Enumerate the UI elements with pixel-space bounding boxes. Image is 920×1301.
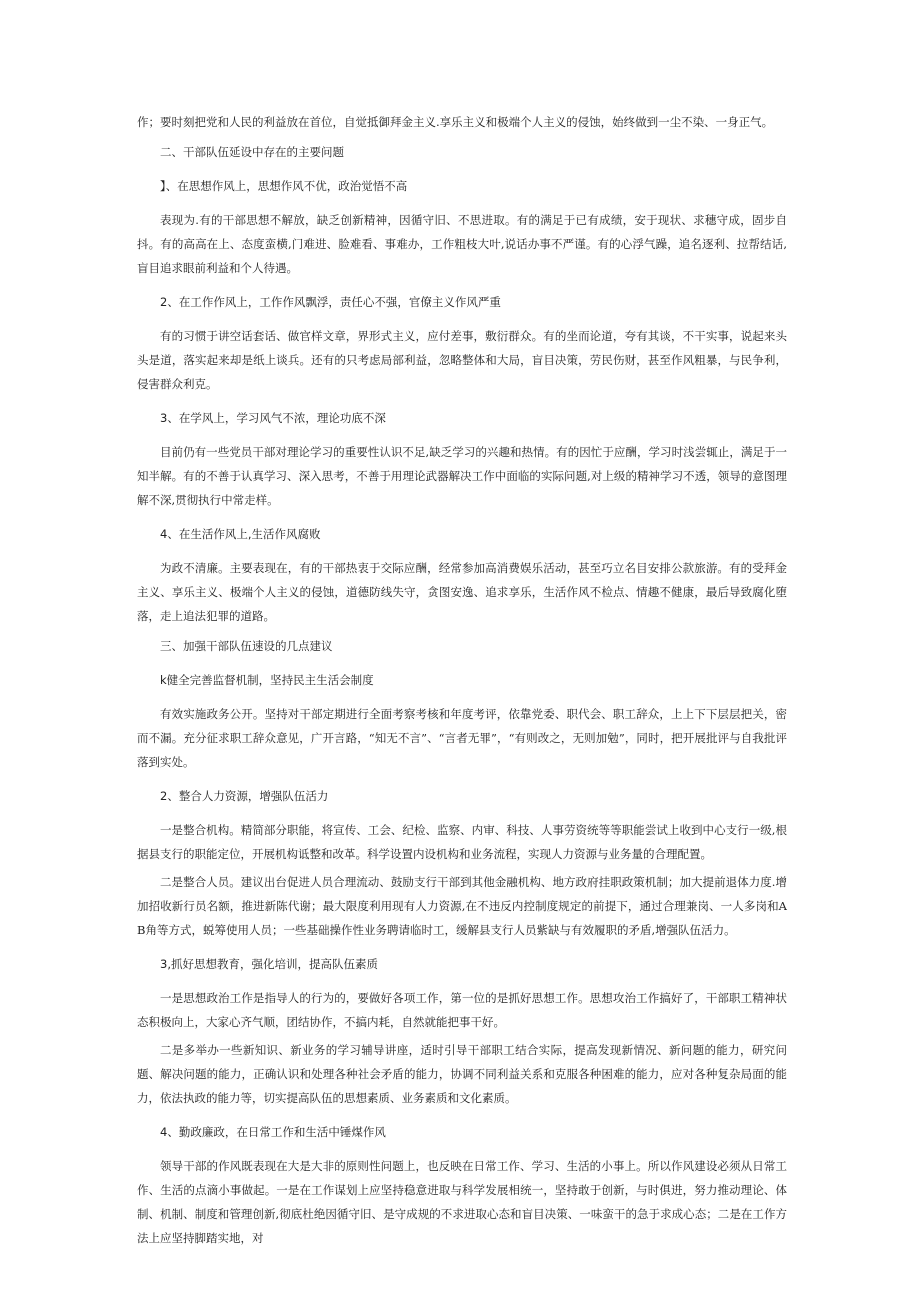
paragraph-training: 二是多举办一些新知识、新业务的学习辅导讲座，适时引导干部职工结合实际，提高发现新情况、新问题的能力，研究问题、解决问题的能力，正确认识和处理各种社会矛盾的能力，协调不同利益关系和克服各种困难的能力，应对各种复杂局面的能力，依法执政的能力等，切实提高队伍的思想素质、业务素质和文化素质。: [137, 1043, 787, 1105]
subheading-thought-style: 】、在思想作风上，思想作风不优，政治觉悟不高: [160, 179, 408, 193]
paragraph-thought-style: 表现为.有的干部思想不解放，缺乏创新精神，因循守旧、不思进取。有的满足于已有成绩，安于现状、求穗守成，固步自抖。有的高高在上、态度蛮横,门难进、脸难看、事难办，工作粗枝大叶,说话办事不严谨。有的心浮气躁，追名逐利、拉帮结话,盲目追求眼前利益和个人待遇。: [137, 213, 787, 275]
subheading-life-style: 4、在生活作风上,生活作风腐败: [160, 527, 321, 541]
subheading-study-style: 3、在学风上，学习风气不浓，理论功底不深: [160, 411, 386, 425]
document-body: [137, 110, 787, 1254]
subheading-human-resources: 2、整合人力资源，增强队伍活力: [160, 789, 329, 803]
paragraph-work-style: 有的习惯于讲空话套话、做官样文章，界形式主义，应付差事，敷衍群众。有的坐而论道，夸有其谈，不干实事，说起来头头是道，落实起来却是纸上谈兵。还有的只考虑局部利益，忽略整体和大局，盲目决策，劳民伤财，甚至作风粗暴，与民争利，侵害群众利克。: [137, 329, 787, 391]
paragraph-integrate-personnel: 二是整合人员。建议出台促进人员合理流动、鼓励支行干部到其他金融机构、地方政府挂职政策机制；加大提前退体力度.增加招收新行员名额，推进新陈代谢；最大限度利用现有人力资源,在不违反内控制度规定的前提下，通过合理兼岗、一人多岗和AB角等方式，蜕筹使用人员；一些基础操作性业务聘请临时工，缓解县支行人员紫缺与有效履职的矛盾,增强队伍活力。: [137, 875, 787, 937]
section-heading-suggestions: 三、加强干部队伍速设的几点建议: [160, 639, 333, 653]
paragraph-study-style: 目前仍有一些党员干部对理论学习的重要性认识不足,缺乏学习的兴趣和热情。有的因忙于应酬，学习时浅尝辄止，满足于一知半解。有的不善于认真学习、深入思考，不善于用理论武器解决工作中面临的实际问题,对上级的精神学习不透，领导的意图理解不深,贯彻执行中常走样。: [137, 445, 787, 507]
paragraph-life-style: 为政不清廉。主要表现在，有的干部热衷于交际应酬，经常参加高消费娱乐活动，甚至巧立名目安排公款旅游。有的受拜金主义、享乐主义、极端个人主义的侵蚀，道德防线失守，贪图安逸、追求享乐，生活作风不检点、情趣不健康，最后导致腐化堕落，走上追法犯罪的道路。: [137, 561, 787, 623]
section-heading-problems: 二、干部队伍延设中存在的主要问题: [160, 145, 344, 159]
subheading-diligence: 4、勤政廉政，在日常工作和生活中锤煤作风: [160, 1125, 386, 1139]
paragraph-political-work: 一是思想政治工作是指导人的行为的，要做好各项工作，第一位的是抓好思想工作。思想攻治工作搞好了，干部职工精神状态积极向上，大家心齐气顺，团结协作，不搞内耗，自然就能把事干好。: [137, 991, 787, 1029]
paragraph-intro-continuation: 作；要时刻把党和人民的利益放在首位，自觉抵御拜金主义.享乐主义和极端个人主义的侵蚀，始终做到一尘不染、一身正气。: [137, 115, 774, 129]
paragraph-supervision: 有效实施政务公开。坚持对干部定期进行全面考察考核和年度考评，依靠党委、职代会、职工辞众，上上下下层层把关，密而不漏。充分征求职工辞众意见，广开言路，“知无不言”、“言者无罪”，“有则改之，无则加勉”，同时，把开展批评与自我批评落到实处。: [137, 707, 787, 769]
subheading-education: 3,抓好思想教育，强化培训，提高队伍素质: [160, 957, 378, 971]
subheading-work-style: 2、在工作作风上，工作作风飘浮，责任心不强，官僚主义作风严重: [160, 295, 501, 309]
paragraph-integrate-institutions: 一是整合机构。精简部分职能，将宣传、工会、纪检、监察、内审、科技、人事劳资统等等职能尝试上收到中心支行一级,根据县支行的职能定位，开展机构诋整和改革。科学设置内设机构和业务流程，实现人力资源与业务量的合理配置。: [137, 823, 787, 861]
subheading-supervision: k健全完善监督机制，坚持民主生活会制度: [160, 673, 374, 687]
paragraph-diligence: 领导干部的作风既表现在大是大非的原则性问题上，也反映在日常工作、学习、生活的小事上。所以作风建设必须从日常工作、生活的点滴小事做起。一是在工作谋划上应坚持稳意进取与科学发展相统一，坚持敢于创新，与时俱进，努力推动理论、体制、机制、制度和管理创新,彻底杜绝因循守旧、是守成规的不求进取心态和盲目决策、一味蛮干的急于求成心态；二是在工作方法上应坚持脚踏实地，对: [137, 1159, 787, 1245]
